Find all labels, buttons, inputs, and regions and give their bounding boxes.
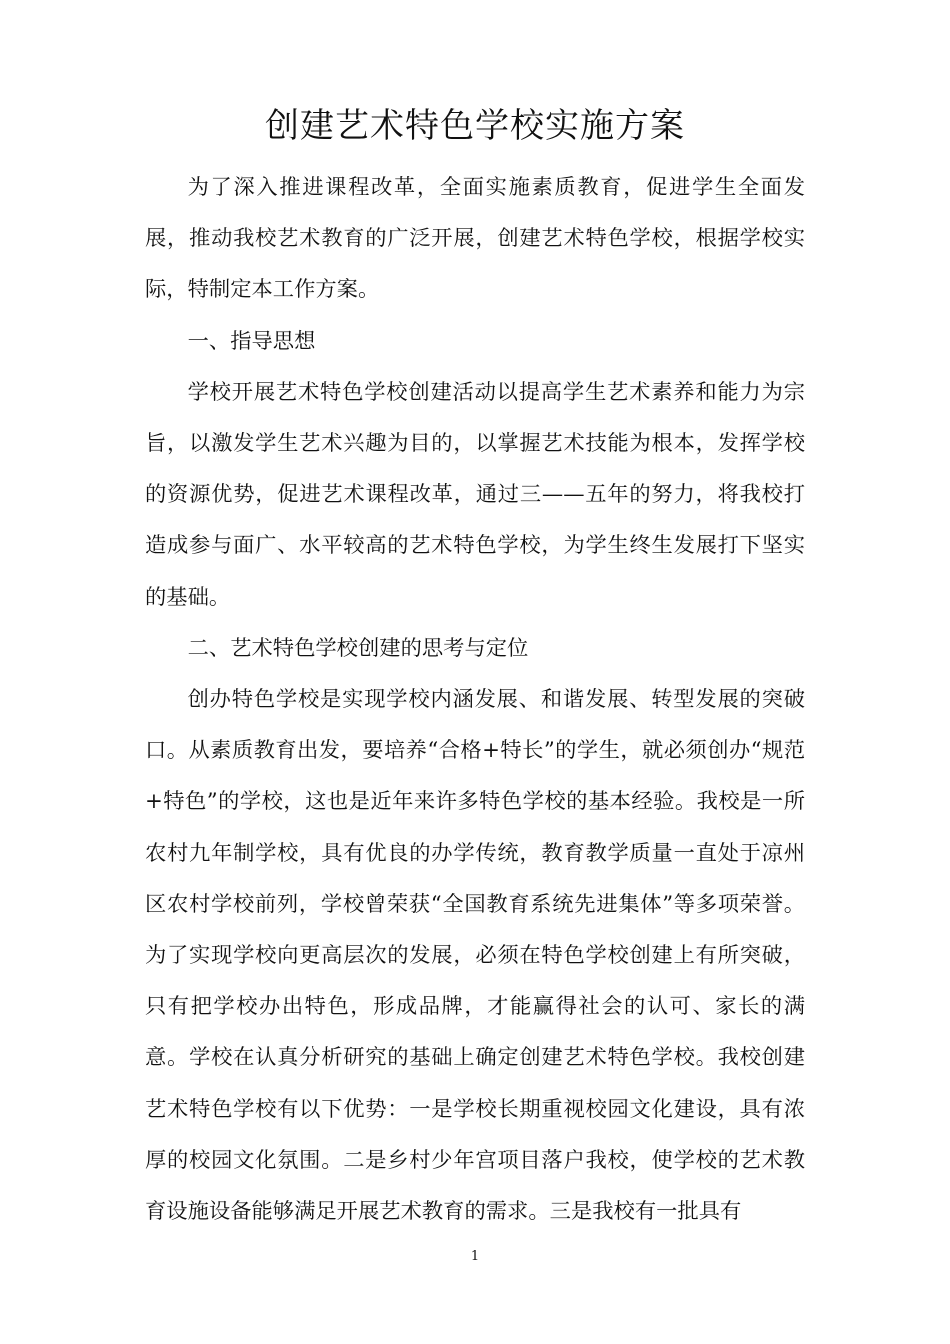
intro-paragraph: 为了深入推进课程改革，全面实施素质教育，促进学生全面发展，推动我校艺术教育的广泛开展，创建艺术特色学校，根据学校实际，特制定本工作方案。	[145, 175, 805, 303]
thinking-positioning-paragraph: 创办特色学校是实现学校内涵发展、和谐发展、转型发展的突破口。从素质教育出发，要培养“合格+特长”的学生，就必须创办“规范+特色”的学校，这也是近年来许多特色学校的基本经验。我校是一所农村九年制学校，具有优良的办学传统，教育教学质量一直处于凉州区农村学校前列，学校曾荣获“全国教育系统先进集体”等多项荣誉。为了实现学校向更高层次的发展，必须在特色学校创建上有所突破，只有把学校办出特色，形成品牌，才能赢得社会的认可、家长的满意。学校在认真分析研究的基础上确定创建艺术特色学校。我校创建艺术特色学校有以下优势：一是学校长期重视校园文化建设，具有浓厚的校园文化氛围。二是乡村少年宫项目落户我校，使学校的艺术教育设施设备能够满足开展艺术教育的需求。三是我校有一批具有	[145, 687, 805, 1225]
document-body	[145, 162, 805, 1237]
document-title: 创建艺术特色学校实施方案	[265, 106, 685, 146]
section-heading-thinking-positioning: 二、艺术特色学校创建的思考与定位	[187, 635, 529, 661]
page-number: 1	[470, 1249, 480, 1264]
guiding-ideology-paragraph: 学校开展艺术特色学校创建活动以提高学生艺术素养和能力为宗旨，以激发学生艺术兴趣为目的，以掌握艺术技能为根本，发挥学校的资源优势，促进艺术课程改革，通过三——五年的努力，将我校打造成参与面广、水平较高的艺术特色学校，为学生终生发展打下坚实的基础。	[145, 379, 805, 610]
section-heading-guiding-ideology: 一、指导思想	[187, 328, 316, 354]
